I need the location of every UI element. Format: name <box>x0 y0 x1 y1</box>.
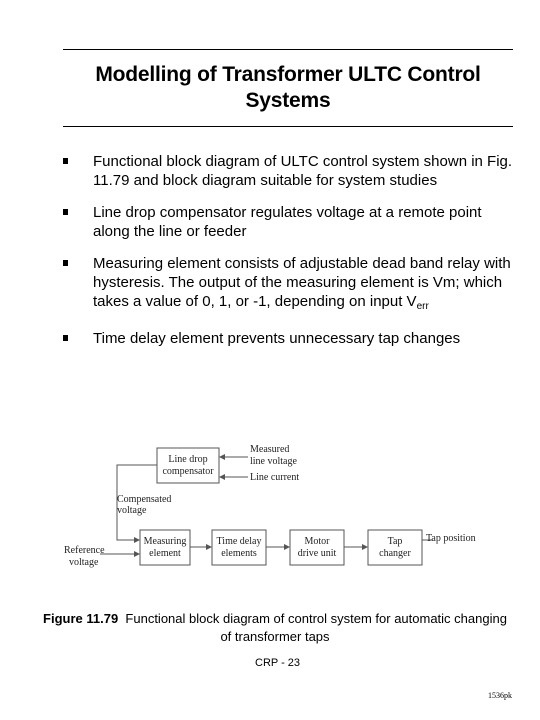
compensated-label: voltage <box>117 505 147 516</box>
reference-label: Reference <box>64 545 105 556</box>
time-delay-label: Time delay <box>216 536 262 547</box>
line-current-label: Line current <box>250 472 300 483</box>
line-drop-label: Line drop <box>168 454 208 465</box>
bullet-item <box>63 203 518 241</box>
tap-label: Tap <box>387 536 403 547</box>
bullet-square-icon <box>63 158 68 164</box>
bullet-text: Time delay element prevents unnecessary tap changes <box>93 330 461 347</box>
motor-label: drive unit <box>297 548 337 559</box>
tap-label: changer <box>379 548 411 559</box>
caption-label: Figure 11.79 <box>43 611 119 626</box>
motor-label: Motor <box>304 536 330 547</box>
top-rule <box>63 49 513 50</box>
tap-position-label: Tap position <box>426 533 476 544</box>
compensated-label: Compensated <box>117 494 172 505</box>
bullet-text: Functional block diagram of ULTC control system shown in Fig. 11.79 and block diagram suitable for system studies <box>93 153 513 189</box>
page-title: Modelling of Transformer ULTC Control Systems <box>95 63 481 112</box>
bottom-rule <box>63 126 513 127</box>
bullet-square-icon <box>63 260 68 266</box>
measuring-label: element <box>149 548 181 559</box>
bullet-text: Measuring element consists of adjustable dead band relay with hysteresis. The output of the measuring element is Vm; which takes a value of 0, 1, or -1, depending on input V <box>93 255 511 310</box>
bullet-subscript: err <box>416 301 429 312</box>
bullet-item <box>63 254 518 316</box>
page-footer: CRP - 23 <box>255 657 301 669</box>
bullet-item <box>63 329 518 348</box>
measuring-label: Measuring <box>143 536 187 547</box>
page-tag: 1536pk <box>488 691 512 700</box>
caption-text: Functional block diagram of control system for automatic changing of transformer taps <box>125 611 507 644</box>
bullet-item <box>63 152 518 190</box>
bullet-list <box>63 152 518 361</box>
bullet-text: Line drop compensator regulates voltage at a remote point along the line or feeder <box>93 204 482 240</box>
measured-voltage-label: Measured <box>250 444 290 455</box>
bullet-square-icon <box>63 209 68 215</box>
reference-label: voltage <box>69 557 99 568</box>
block-diagram <box>60 440 500 580</box>
time-delay-label: elements <box>221 548 257 559</box>
figure-caption <box>40 610 510 646</box>
line-drop-label: compensator <box>162 466 214 477</box>
bullet-square-icon <box>63 335 68 341</box>
measured-voltage-label: line voltage <box>250 456 297 467</box>
